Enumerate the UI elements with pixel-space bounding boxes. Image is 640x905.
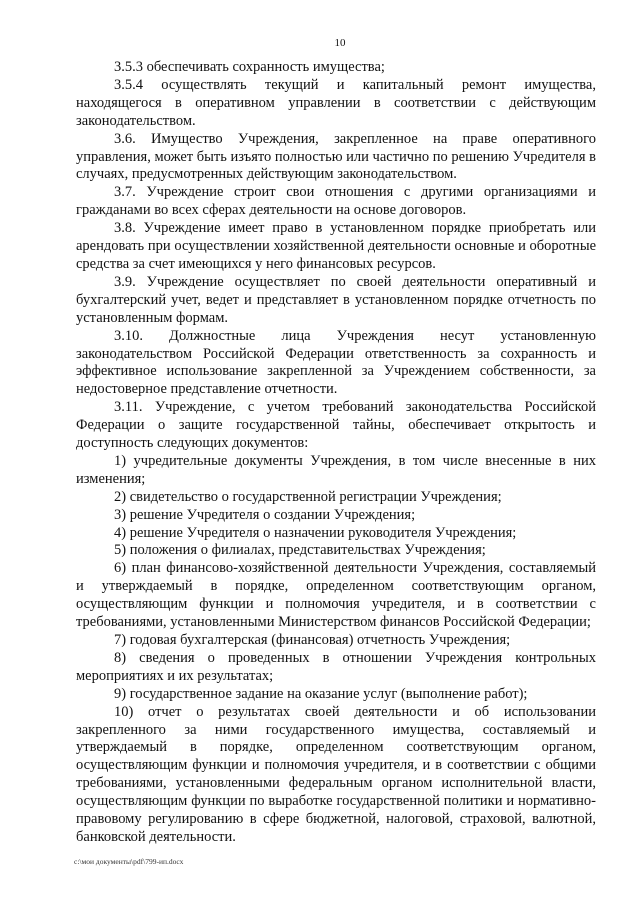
paragraph-3-6: 3.6. Имущество Учреждения, закрепленное на праве оперативного управления, может быть изъято полностью или частично по решению Учредителя в случаях, предусмотренных действующим законодательством.	[76, 130, 596, 183]
paragraph-3-7: 3.7. Учреждение строит свои отношения с другими организациями и гражданами во всех сферах деятельности на основе договоров.	[76, 184, 596, 219]
list-item-2: 2) свидетельство о государственной регистрации Учреждения;	[114, 488, 502, 505]
paragraph-3-5-4: 3.5.4 осуществлять текущий и капитальный ремонт имущества, находящегося в оперативном управлении в соответствии с действующим законодательством.	[76, 76, 596, 129]
document-body	[76, 59, 596, 847]
paragraph-3-8: 3.8. Учреждение имеет право в установленном порядке приобретать или арендовать при осуществлении хозяйственной деятельности основные и оборотные средства за счет имеющихся у него финансовых ресурсов.	[76, 220, 596, 272]
page-number: 10	[334, 37, 346, 49]
paragraph-3-11: 3.11. Учреждение, с учетом требований законодательства Российской Федерации о защите государственной тайны, обеспечивает открытость и доступность следующих документов:	[76, 399, 596, 452]
list-item-6: 6) план финансово-хозяйственной деятельности Учреждения, составляемый и утверждаемый в порядке, определенном соответствующим органом, осуществляющим функции и полномочия учредителя, и в соответствии с требованиями, установленными Министерством финансов Российской Федерации;	[76, 560, 596, 631]
footer-file-path: c:\мои документы\pdf\799-ип.docx	[74, 857, 184, 866]
list-item-10: 10) отчет о результатах своей деятельности и об использовании закрепленного за ними государственного имущества, составляемый и утверждаемый в порядке, определенном соответствующим органом, осуществляющим функции и полномочия учредителя, и в соответствии с общими требованиями, установленными федеральным органом исполнительной власти, осуществляющим функции по выработке государственной политики и нормативно-правовому регулированию в сфере бюджетной, налоговой, страховой, валютной, банковской деятельности.	[76, 703, 596, 845]
list-item-4: 4) решение Учредителя о назначении руководителя Учреждения;	[114, 524, 517, 541]
paragraph-3-10: 3.10. Должностные лица Учреждения несут установленную законодательством Российской Федерации ответственность за сохранность и эффективное использование закрепленной за Учреждением собственности, за недостоверное представление отчетности.	[76, 327, 596, 398]
paragraph-3-5-3: 3.5.3 обеспечивать сохранность имущества;	[114, 59, 385, 75]
list-item-3: 3) решение Учредителя о создании Учреждения;	[114, 506, 416, 523]
list-item-8: 8) сведения о проведенных в отношении Учреждения контрольных мероприятиях и их результатах;	[76, 649, 596, 684]
paragraph-3-9: 3.9. Учреждение осуществляет по своей деятельности оперативный и бухгалтерский учет, ведет и представляет в установленном порядке отчетность по установленным формам.	[76, 273, 596, 326]
list-item-9: 9) государственное задание на оказание услуг (выполнение работ);	[114, 685, 528, 702]
list-item-7: 7) годовая бухгалтерская (финансовая) отчетность Учреждения;	[114, 632, 511, 648]
list-item-5: 5) положения о филиалах, представительствах Учреждения;	[114, 542, 486, 559]
list-item-1: 1) учредительные документы Учреждения, в том числе внесенные в них изменения;	[76, 452, 596, 487]
